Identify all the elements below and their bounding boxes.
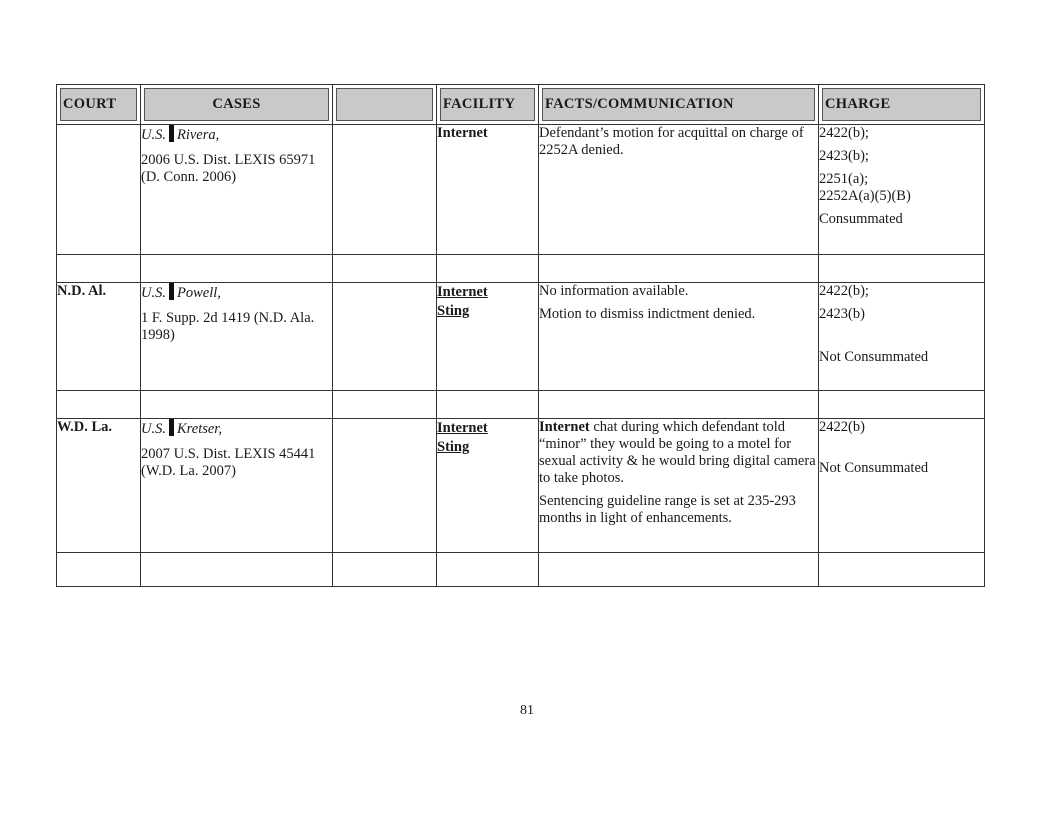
case-citation: 1 F. Supp. 2d 1419 (N.D. Ala. 1998): [141, 310, 315, 343]
blank-cell: [333, 125, 437, 255]
facts-text: Defendant’s motion for acquittal on charge of 2252A denied.: [539, 125, 804, 158]
table-header-row: [57, 85, 985, 125]
charge-cell: [819, 125, 985, 255]
court-cell: [57, 125, 141, 255]
case-table: [56, 84, 985, 587]
facility-label: Sting: [437, 303, 470, 319]
charge-item: 2422(b);: [819, 125, 869, 141]
redaction-bar: [169, 283, 174, 300]
court-cell: W.D. La.: [57, 419, 141, 553]
case-name: U.S. Powell,: [141, 285, 221, 301]
case-citation: 2006 U.S. Dist. LEXIS 65971 (D. Conn. 2006): [141, 152, 316, 185]
redaction-bar: [169, 125, 174, 142]
blank-cell: [333, 283, 437, 391]
column-header-facility: FACILITY: [437, 85, 539, 125]
facts-cell: [539, 419, 819, 553]
facility-label: Sting: [437, 439, 470, 455]
facility-label: Internet: [437, 284, 488, 300]
page-number: 81: [520, 703, 534, 718]
charge-item: 2251(a);: [819, 171, 869, 187]
facility-cell: [437, 283, 539, 391]
facility-cell: [437, 419, 539, 553]
spacer-row: [57, 391, 985, 419]
facility-cell: [437, 125, 539, 255]
facility-label: Internet: [437, 125, 488, 141]
facts-text: Motion to dismiss indictment denied.: [539, 306, 756, 322]
charge-cell: [819, 283, 985, 391]
spacer-row: [57, 255, 985, 283]
table-row: [57, 125, 985, 255]
charge-item: 2423(b);: [819, 148, 869, 164]
facility-label: Internet: [437, 420, 488, 436]
table-row: [57, 283, 985, 391]
column-header-cases: CASES: [141, 85, 333, 125]
case-cell: [141, 283, 333, 391]
facts-text: Sentencing guideline range is set at 235-293 months in light of enhancements.: [539, 493, 796, 526]
charge-status: Not Consummated: [819, 349, 929, 365]
case-cell: [141, 419, 333, 553]
charge-status: Consummated: [819, 211, 903, 227]
charge-item: 2422(b): [819, 419, 865, 435]
court-cell: N.D. Al.: [57, 283, 141, 391]
blank-cell: [333, 419, 437, 553]
charge-item: 2422(b);: [819, 283, 869, 299]
case-name: U.S. Rivera,: [141, 127, 220, 143]
facts-text: No information available.: [539, 283, 689, 299]
case-table-container: [56, 84, 984, 584]
facts-cell: [539, 125, 819, 255]
charge-cell: [819, 419, 985, 553]
charge-status: Not Consummated: [819, 460, 929, 476]
column-header-facts: FACTS/COMMUNICATION: [539, 85, 819, 125]
column-header-blank: [333, 85, 437, 125]
facts-cell: [539, 283, 819, 391]
table-row: [57, 419, 985, 553]
facts-text: Internet chat during which defendant told “minor” they would be going to a motel for sexual activity & he would bring digital camera to take photos.: [539, 419, 816, 486]
charge-item: 2423(b): [819, 306, 865, 322]
redaction-bar: [169, 419, 174, 436]
column-header-charge: CHARGE: [819, 85, 985, 125]
column-header-court: COURT: [57, 85, 141, 125]
spacer-row: [57, 553, 985, 587]
case-citation: 2007 U.S. Dist. LEXIS 45441 (W.D. La. 2007): [141, 446, 316, 479]
case-name: U.S. Kretser,: [141, 421, 222, 437]
charge-item: 2252A(a)(5)(B): [819, 188, 911, 204]
case-cell: [141, 125, 333, 255]
